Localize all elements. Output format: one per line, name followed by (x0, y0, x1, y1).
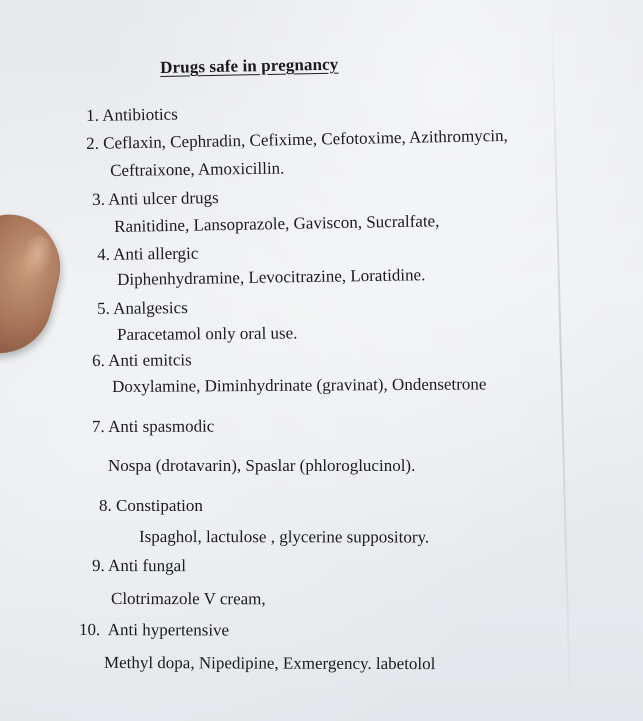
item-9-heading: 9. Anti fungal (91, 556, 186, 576)
item-8-heading: 8. Constipation (99, 496, 203, 515)
item-10-heading: 10. Anti hypertensive (78, 620, 230, 640)
item-5-detail: Paracetamol only oral use. (117, 323, 298, 344)
item-4-heading: 4. Anti allergic (97, 243, 199, 264)
item-5-heading: 5. Analgesics (97, 298, 188, 318)
item-6-detail: Doxylamine, Diminhydrinate (gravinat), Ondensetrone (112, 374, 487, 396)
item-7-heading: 7. Anti spasmodic (92, 416, 215, 436)
item-8-detail: Ispaghol, lactulose , glycerine suppository. (138, 527, 430, 547)
item-4-detail: Diphenhydramine, Levocitrazine, Loratidine. (117, 265, 426, 289)
item-9-detail: Clotrimazole V cream, (110, 589, 266, 609)
item-10-detail: Methyl dopa, Nipedipine, Exmergency. labetolol (103, 653, 436, 674)
page-title: Drugs safe in pregnancy (160, 54, 339, 77)
item-3-detail: Ranitidine, Lansoprazole, Gaviscon, Sucralfate, (114, 211, 440, 236)
item-1-heading: 1. Antibiotics (86, 104, 178, 125)
item-3-heading: 3. Anti ulcer drugs (92, 188, 219, 209)
item-7-detail: Nospa (drotavarin), Spaslar (phloroglucinol). (108, 456, 416, 475)
paper-fold-line (551, 0, 572, 721)
finger-holding-paper (0, 205, 72, 364)
item-6-heading: 6. Anti emitcis (92, 350, 192, 370)
item-2-detail: Ceftraixone, Amoxicillin. (110, 158, 285, 180)
item-2-heading: 2. Ceflaxin, Cephradin, Cefixime, Cefotoxime, Azithromycin, (86, 125, 508, 153)
